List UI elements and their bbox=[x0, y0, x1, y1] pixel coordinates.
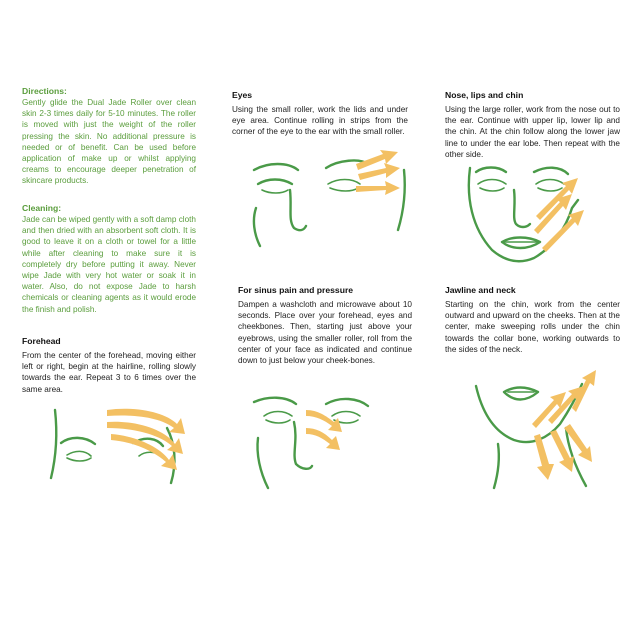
cleaning-text: Jade can be wiped gently with a soft damp cloth and then dried with an absorbent soft cloth. It is good to leave it on a cloth or towel for a little while after cleaning to make sure it is completely dry before putting it away. Never wipe Jade with very hot water or soak it in water. Also, do not expose Jade to harsh chemicals or cleaning agents as it would erode the finish and polish. bbox=[22, 215, 196, 314]
sinus-title: For sinus pain and pressure bbox=[238, 285, 354, 295]
sinus-section bbox=[238, 285, 412, 366]
eyes-section bbox=[232, 90, 408, 138]
directions-text: Gently glide the Dual Jade Roller over clean skin 2-3 times daily for 5-10 minutes. The roller is moved with just the weight of the roller pressing the skin. No additional pressure is needed or of benefit. Can be used before application of make up or whilst applying creams to encourage deeper penetration of skincare products. bbox=[22, 98, 196, 186]
jawline-title: Jawline and neck bbox=[445, 285, 516, 295]
forehead-title: Forehead bbox=[22, 336, 61, 346]
sinus-illustration bbox=[250, 392, 410, 502]
directions-title: Directions: bbox=[22, 86, 67, 96]
directions-section bbox=[22, 86, 196, 187]
jawline-section bbox=[445, 285, 620, 355]
cleaning-section bbox=[22, 203, 196, 315]
nose-text: Using the large roller, work from the nose out to the ear. Continue with upper lip, lower lip and the chin. At the chin follow along the lower jaw line to under the ear lobe. Then repeat with the other side. bbox=[445, 105, 620, 159]
forehead-illustration bbox=[45, 398, 195, 488]
forehead-section bbox=[22, 336, 196, 395]
jawline-text: Starting on the chin, work from the center outward and upward on the cheeks. Then at the center, make sweeping rolls under the chin towards the collar bone, working outwards to the sides of the neck. bbox=[445, 300, 620, 354]
nose-title: Nose, lips and chin bbox=[445, 90, 524, 100]
nose-section bbox=[445, 90, 620, 160]
sinus-text: Dampen a washcloth and microwave about 10 seconds. Place over your forehead, eyes and cheekbones. Then, starting just above your eyebrows, using the smaller roller, roll from the center of your face as indicated and continue down to just below your cheek-bones. bbox=[238, 300, 412, 366]
nose-lips-chin-illustration bbox=[462, 158, 612, 268]
jawline-neck-illustration bbox=[468, 362, 618, 492]
eyes-title: Eyes bbox=[232, 90, 253, 100]
eyes-illustration bbox=[248, 150, 408, 260]
eyes-text: Using the small roller, work the lids and under eye area. Continue rolling in strips from the corner of the eye to the ear with the small roller. bbox=[232, 105, 408, 137]
forehead-text: From the center of the forehead, moving either left or right, begin at the hairline, rolling slowly towards the ear. Repeat 3 to 6 times over the same area. bbox=[22, 351, 196, 394]
cleaning-title: Cleaning: bbox=[22, 203, 62, 213]
